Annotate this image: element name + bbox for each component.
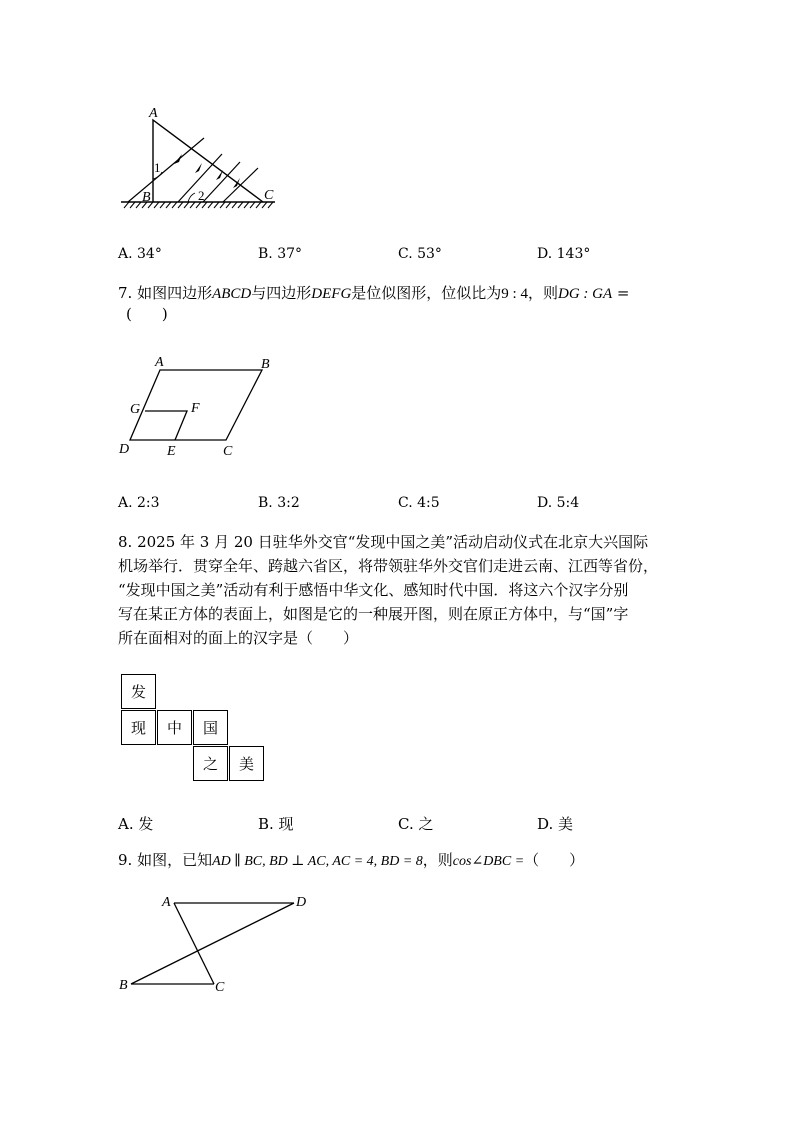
q8-option-b[interactable]: B. 现 <box>258 815 294 833</box>
q6-label-C: C <box>264 188 274 203</box>
q8-stem-line2: 机场举行．贯穿全年、跨越六省区，将带领驻华外交官们走进云南、江西等省份， <box>118 557 659 575</box>
q8-cube-net <box>121 674 266 784</box>
q7-stem-line1 <box>118 281 629 306</box>
q9-stem <box>118 848 584 874</box>
q9-label-A: A <box>162 895 171 910</box>
q9-figure <box>114 890 314 996</box>
q6-figure <box>118 102 283 214</box>
q9-mid: ，则 <box>422 851 453 869</box>
q6-label-B: B <box>142 190 151 205</box>
q9-label-B: B <box>119 978 128 993</box>
q9-label-C: C <box>215 980 225 995</box>
q8-stem-line3: “发现中国之美”活动有利于感悟中华文化、感知时代中国．将这六个汉字分别 <box>118 581 629 599</box>
q7-label-D: D <box>119 442 130 457</box>
q7-figure <box>116 354 276 460</box>
q7-label-B: B <box>261 357 270 372</box>
q8-net-cell-fa: 发 <box>121 674 156 709</box>
q7-label-C: C <box>223 444 233 459</box>
q9-condition: AD ∥ BC, BD ⊥ AC, AC = 4, BD = 8 <box>212 854 423 869</box>
q6-option-c[interactable]: C. 53° <box>398 246 442 262</box>
q7-eq: = <box>612 284 630 302</box>
q8-option-d[interactable]: D. 美 <box>537 815 574 833</box>
q7-mid3: ，则 <box>527 284 558 302</box>
q8-option-c[interactable]: C. 之 <box>398 815 434 833</box>
q7-quad2: DEFG <box>311 286 352 302</box>
q6-label-angle1: 1 <box>154 160 161 175</box>
q9-segment-AC <box>174 903 214 984</box>
q7-prefix: 7. 如图四边形 <box>118 284 213 302</box>
q8-stem-line1: 8. 2025 年 3 月 20 日驻华外交官“发现中国之美”活动启动仪式在北京大兴国际 <box>118 533 649 551</box>
q7-mid1: 与四边形 <box>251 284 312 302</box>
q7-option-d[interactable]: D. 5:4 <box>537 495 580 511</box>
q8-stem-line5: 所在面相对的面上的汉字是（ ） <box>118 629 359 647</box>
q7-expr: DG : GA <box>557 286 613 302</box>
q9-prefix: 9. 如图，已知 <box>118 851 213 869</box>
q7-label-F: F <box>191 401 200 416</box>
q9-label-D: D <box>296 895 307 910</box>
q8-stem-line4: 写在某正方体的表面上，如图是它的一种展开图，则在原正方体中，与“国”字 <box>118 605 629 623</box>
q7-mid2: 是位似图形，位似比为 <box>351 284 502 302</box>
q8-net-cell-xian: 现 <box>121 710 156 745</box>
q8-net-cell-zhi: 之 <box>193 746 228 781</box>
q8-option-a[interactable]: A. 发 <box>118 815 154 833</box>
q7-option-c[interactable]: C. 4:5 <box>398 495 440 511</box>
q6-angle2-arc <box>188 193 195 202</box>
q7-quad1: ABCD <box>212 286 252 302</box>
q7-ratio: 9 : 4 <box>501 286 528 302</box>
q6-label-angle2: 2 <box>198 188 205 203</box>
q7-answer-blank: ( ) <box>126 305 168 323</box>
q9-segment-BD <box>131 903 294 984</box>
q6-label-A: A <box>149 106 158 121</box>
q9-expr: cos∠DBC = <box>452 854 525 869</box>
q7-label-E: E <box>167 444 176 459</box>
q7-option-b[interactable]: B. 3:2 <box>258 495 300 511</box>
q8-net-cell-guo: 国 <box>193 710 228 745</box>
q7-option-a[interactable]: A. 2:3 <box>118 495 160 511</box>
q6-option-a[interactable]: A. 34° <box>118 246 162 262</box>
q8-net-cell-zhong: 中 <box>157 710 192 745</box>
q9-answer-blank: （ ） <box>524 851 585 869</box>
q6-option-b[interactable]: B. 37° <box>258 246 303 262</box>
q8-net-cell-mei: 美 <box>229 746 264 781</box>
q6-option-d[interactable]: D. 143° <box>537 246 591 262</box>
q7-label-A: A <box>155 355 164 370</box>
q7-parallelogram-defg <box>145 411 187 440</box>
q6-triangle <box>153 120 263 202</box>
q7-label-G: G <box>130 402 141 417</box>
